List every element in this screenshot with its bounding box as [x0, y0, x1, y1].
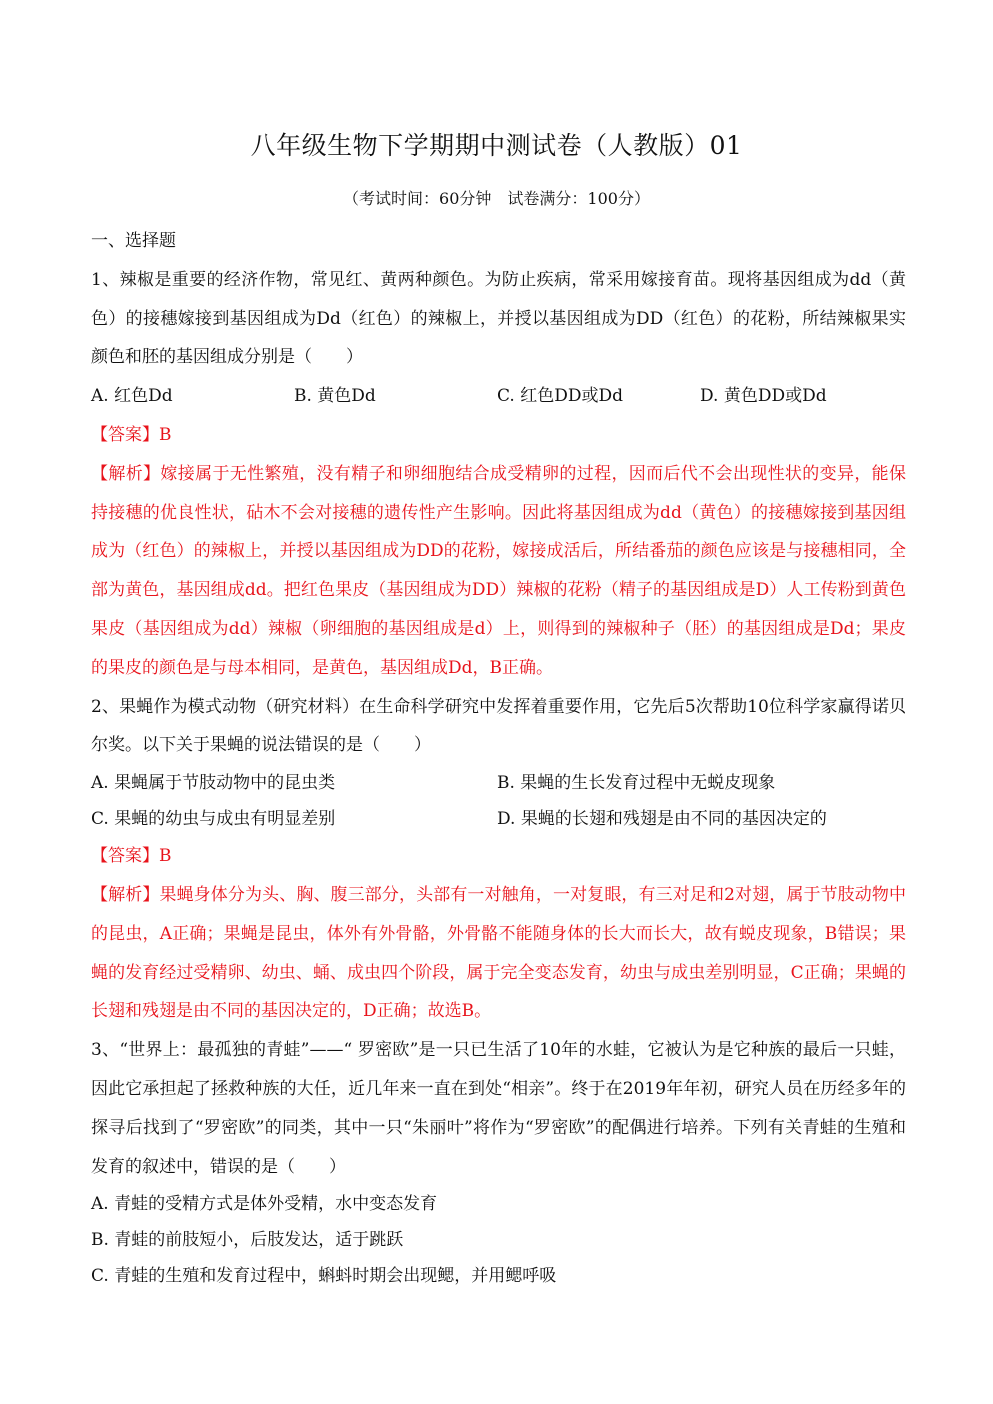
question-2-option-b: B. 果蝇的生长发育过程中无蜕皮现象 — [497, 773, 776, 794]
question-2-options-row-2 — [91, 801, 906, 837]
question-1-answer — [91, 416, 906, 455]
answer-value: B — [159, 424, 172, 445]
question-3-option-c: C. 青蛙的生殖和发育过程中，蝌蚪时期会出现鳃，并用鳃呼吸 — [91, 1266, 557, 1287]
question-1-analysis — [91, 455, 906, 688]
analysis-text: 果蝇身体分为头、胸、腹三部分，头部有一对触角，一对复眼，有三对足和2对翅，属于节肢动物中的昆虫，A正确；果蝇是昆虫，体外有外骨骼，外骨骼不能随身体的长大而长大，故有蜕皮现象，B错误；果蝇的发育经过受精卵、幼虫、蛹、成虫四个阶段，属于完全变态发育，幼虫与成虫差别明显，C正确；果蝇的长翅和残翅是由不同的基因决定的，D正确；故选B。 — [91, 884, 906, 1022]
exam-info: （考试时间：60分钟 试卷满分：100分） — [343, 189, 650, 208]
question-2-option-d: D. 果蝇的长翅和残翅是由不同的基因决定的 — [497, 809, 827, 830]
content-area — [91, 222, 906, 1294]
question-2-analysis — [91, 876, 906, 1031]
question-1-option-d: D. 黄色DD或Dd — [700, 386, 827, 407]
answer-label: 【答案】 — [91, 424, 159, 445]
answer-label: 【答案】 — [91, 846, 159, 867]
question-1-option-a: A. 红色Dd — [91, 386, 173, 407]
question-3-option-a: A. 青蛙的受精方式是体外受精，水中变态发育 — [91, 1194, 438, 1215]
question-3-stem: 3、“世界上：最孤独的青蛙”——“ 罗密欧”是一只已生活了10年的水蛙，它被认为是它种族的最后一只蛙，因此它承担起了拯救种族的大任，近几年来一直在到处“相亲”。终于在2019年年初，研究人员在历经多年的探寻后找到了“罗密欧”的同类，其中一只“朱丽叶”将作为“罗密欧”的配偶进行培养。下列有关青蛙的生殖和发育的叙述中，错误的是（ ） — [91, 1040, 906, 1177]
answer-value: B — [159, 846, 172, 867]
question-2-options-row-1 — [91, 765, 906, 801]
analysis-label: 【解析】 — [91, 463, 161, 484]
analysis-label: 【解析】 — [91, 884, 160, 905]
question-2-option-a: A. 果蝇属于节肢动物中的昆虫类 — [91, 773, 336, 794]
question-1-options — [91, 377, 906, 416]
question-2-option-c: C. 果蝇的幼虫与成虫有明显差别 — [91, 809, 336, 830]
section-heading: 一、选择题 — [91, 231, 176, 251]
question-2-answer — [91, 837, 906, 876]
question-2-stem: 2、果蝇作为模式动物（研究材料）在生命科学研究中发挥着重要作用，它先后5次帮助10位科学家赢得诺贝尔奖。以下关于果蝇的说法错误的是（ ） — [91, 696, 906, 756]
question-3-option-b: B. 青蛙的前肢短小，后肢发达，适于跳跃 — [91, 1230, 404, 1251]
question-1-option-c: C. 红色DD或Dd — [497, 386, 623, 407]
analysis-text: 嫁接属于无性繁殖，没有精子和卵细胞结合成受精卵的过程，因而后代不会出现性状的变异，能保持接穗的优良性状，砧木不会对接穗的遗传性产生影响。因此将基因组成为dd（黄色）的接穗嫁接到基因组成为（红色）的辣椒上，并授以基因组成为DD的花粉，嫁接成活后，所结番茄的颜色应该是与接穗相同，全部为黄色，基因组成dd。把红色果皮（基因组成为DD）辣椒的花粉（精子的基因组成是D）人工传粉到黄色果皮（基因组成为dd）辣椒（卵细胞的基因组成是d）上，则得到的辣椒种子（胚）的基因组成是Dd；果皮的果皮的颜色是与母本相同，是黄色，基因组成Dd，B正确。 — [91, 463, 907, 678]
page-title: 八年级生物下学期期中测试卷（人教版）01 — [250, 131, 743, 160]
question-1-stem: 1、辣椒是重要的经济作物，常见红、黄两种颜色。为防止疾病，常采用嫁接育苗。现将基因组成为dd（黄色）的接穗嫁接到基因组成为Dd（红色）的辣椒上，并授以基因组成为DD（红色）的花粉，所结辣椒果实颜色和胚的基因组成分别是（ ） — [91, 269, 906, 368]
question-1-option-b: B. 黄色Dd — [294, 386, 376, 407]
